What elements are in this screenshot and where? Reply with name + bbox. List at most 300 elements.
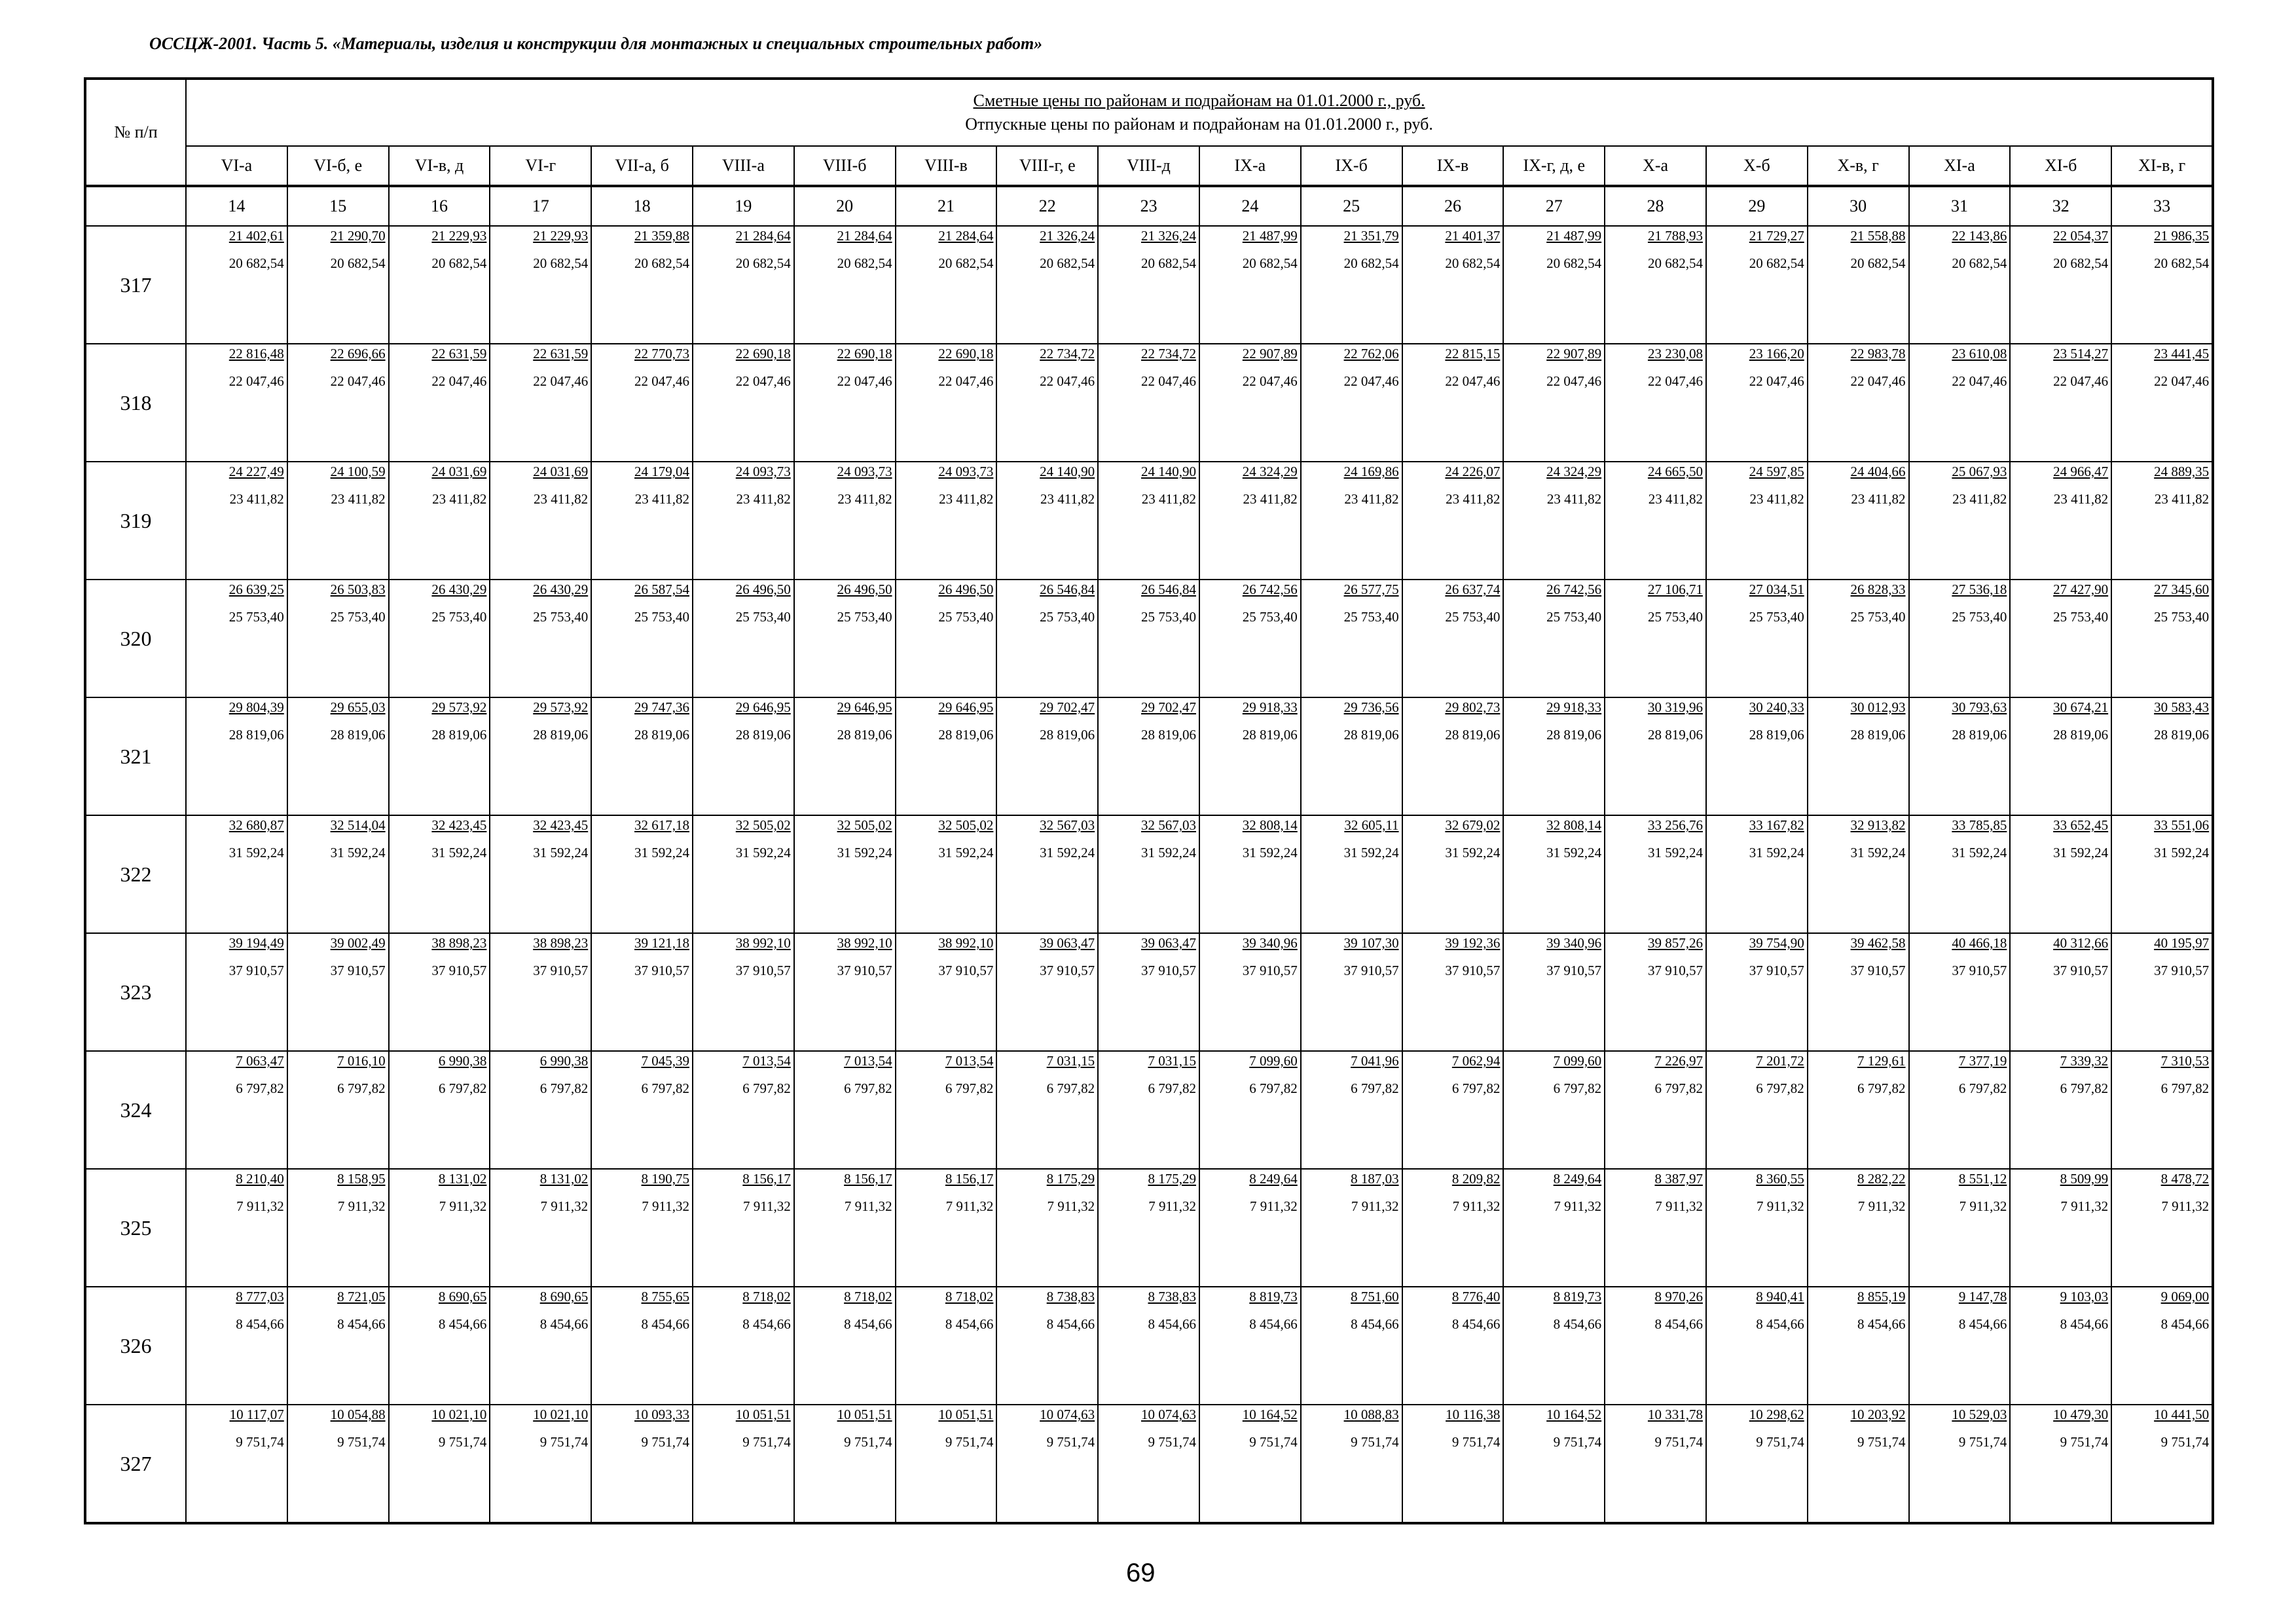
selling-price: 8 454,66 (236, 1316, 284, 1332)
selling-price: 6 797,82 (438, 1080, 487, 1096)
row-number: 318 (85, 344, 186, 462)
selling-price: 8 454,66 (1958, 1316, 2007, 1332)
selling-price: 31 592,24 (2154, 845, 2210, 860)
row-number: 325 (85, 1169, 186, 1287)
selling-price: 25 753,40 (1445, 609, 1501, 625)
estimated-price: 26 496,50 (735, 581, 791, 597)
price-cell (490, 1169, 591, 1287)
price-cell (794, 933, 896, 1051)
selling-price: 20 682,54 (1343, 255, 1399, 271)
selling-price: 22 047,46 (2154, 373, 2210, 389)
price-cell (1301, 1405, 1402, 1523)
column-number: 22 (996, 186, 1098, 226)
column-number: 17 (490, 186, 591, 226)
estimated-price: 8 131,02 (438, 1171, 487, 1187)
column-number: 33 (2111, 186, 2213, 226)
column-number-blank (85, 186, 186, 226)
estimated-price: 26 577,75 (1343, 581, 1399, 597)
estimated-price: 7 013,54 (945, 1053, 994, 1069)
price-cell (1098, 580, 1199, 697)
price-cell (693, 1405, 794, 1523)
estimated-price: 8 819,73 (1249, 1289, 1298, 1304)
estimated-price: 8 249,64 (1249, 1171, 1298, 1187)
row-number-header: № п/п (85, 79, 186, 186)
selling-price: 22 047,46 (837, 373, 892, 389)
selling-price: 7 911,32 (540, 1198, 589, 1214)
selling-price: 8 454,66 (742, 1316, 791, 1332)
selling-price: 23 411,82 (331, 491, 386, 507)
price-cell (287, 1287, 389, 1405)
estimated-price: 32 808,14 (1242, 817, 1298, 833)
estimated-price: 22 762,06 (1343, 346, 1399, 361)
price-cell (1706, 344, 1808, 462)
estimated-price: 26 546,84 (1140, 581, 1196, 597)
price-cell (1909, 933, 2011, 1051)
price-cell (693, 1287, 794, 1405)
price-cell (1909, 1051, 2011, 1169)
row-number: 319 (85, 462, 186, 580)
estimated-price: 40 466,18 (1952, 935, 2007, 951)
price-cell (186, 226, 287, 344)
price-cell (2010, 226, 2111, 344)
column-number: 18 (591, 186, 693, 226)
price-cell (1909, 815, 2011, 933)
selling-price: 6 797,82 (742, 1080, 791, 1096)
price-cell (2111, 815, 2213, 933)
price-cell (2111, 1405, 2213, 1523)
selling-price: 8 454,66 (1756, 1316, 1804, 1332)
estimated-price: 29 747,36 (634, 699, 689, 715)
selling-price: 20 682,54 (2154, 255, 2210, 271)
price-cell (389, 933, 490, 1051)
price-cell (996, 697, 1098, 815)
price-cell (1706, 1287, 1808, 1405)
price-cell (693, 697, 794, 815)
row-number: 327 (85, 1405, 186, 1523)
selling-price: 25 753,40 (1749, 609, 1804, 625)
price-cell (1909, 344, 2011, 462)
price-cell (1706, 1405, 1808, 1523)
selling-price: 25 753,40 (1546, 609, 1602, 625)
price-cell (389, 1051, 490, 1169)
selling-price: 23 411,82 (634, 491, 689, 507)
region-header: VIII-а (693, 146, 794, 186)
selling-price: 7 911,32 (743, 1198, 791, 1214)
column-number: 24 (1199, 186, 1301, 226)
price-cell (1098, 462, 1199, 580)
estimated-price: 10 298,62 (1749, 1407, 1804, 1422)
price-cell (1706, 580, 1808, 697)
selling-price: 23 411,82 (1952, 491, 2007, 507)
selling-price: 25 753,40 (1343, 609, 1399, 625)
price-cell (896, 580, 997, 697)
selling-price: 25 753,40 (1850, 609, 1906, 625)
price-cell (794, 226, 896, 344)
row-number: 317 (85, 226, 186, 344)
price-cell (1098, 344, 1199, 462)
column-number: 28 (1605, 186, 1706, 226)
selling-price: 9 751,74 (1654, 1434, 1703, 1450)
table-row (85, 1405, 2213, 1523)
estimated-price: 29 804,39 (228, 699, 284, 715)
selling-price: 6 797,82 (2160, 1080, 2210, 1096)
estimated-price: 24 665,50 (1647, 464, 1703, 479)
price-cell (2010, 462, 2111, 580)
selling-price: 28 819,06 (228, 727, 284, 743)
selling-price: 7 911,32 (1452, 1198, 1501, 1214)
price-cell (1605, 344, 1706, 462)
estimated-price: 8 210,40 (236, 1171, 284, 1187)
selling-price: 7 911,32 (642, 1198, 689, 1214)
price-cell (2111, 1287, 2213, 1405)
estimated-price: 22 690,18 (837, 346, 892, 361)
price-cell (896, 1169, 997, 1287)
price-cell (1605, 1169, 1706, 1287)
selling-price: 6 797,82 (1958, 1080, 2007, 1096)
selling-price: 8 454,66 (1857, 1316, 1906, 1332)
estimated-price: 24 179,04 (634, 464, 689, 479)
price-cell (186, 580, 287, 697)
price-cell (1808, 697, 1909, 815)
estimated-price: 26 503,83 (330, 581, 386, 597)
price-cell (794, 580, 896, 697)
price-cell (693, 226, 794, 344)
estimated-price: 6 990,38 (438, 1053, 487, 1069)
price-cell (1301, 815, 1402, 933)
estimated-price: 29 573,92 (533, 699, 589, 715)
page-number: 69 (1126, 1559, 1156, 1587)
price-table (84, 77, 2214, 1524)
estimated-price: 8 282,22 (1857, 1171, 1906, 1187)
selling-price: 6 797,82 (1553, 1080, 1602, 1096)
price-cell (389, 697, 490, 815)
estimated-price: 7 226,97 (1654, 1053, 1703, 1069)
column-number: 25 (1301, 186, 1402, 226)
price-cell (996, 580, 1098, 697)
selling-price: 6 797,82 (1351, 1080, 1399, 1096)
price-cell (591, 1051, 693, 1169)
selling-price: 7 911,32 (236, 1198, 284, 1214)
selling-price: 9 751,74 (337, 1434, 386, 1450)
price-cell (1402, 815, 1504, 933)
price-cell (2111, 580, 2213, 697)
selling-price: 20 682,54 (634, 255, 689, 271)
selling-price: 20 682,54 (1040, 255, 1095, 271)
estimated-price: 21 229,93 (431, 228, 487, 244)
estimated-price: 39 754,90 (1749, 935, 1804, 951)
region-header: VI-б, е (287, 146, 389, 186)
estimated-price: 22 816,48 (228, 346, 284, 361)
selling-price: 22 047,46 (1140, 373, 1196, 389)
selling-price: 8 454,66 (2160, 1316, 2210, 1332)
estimated-price: 22 907,89 (1242, 346, 1298, 361)
estimated-price: 10 203,92 (1850, 1407, 1906, 1422)
region-header: VI-г (490, 146, 591, 186)
price-cell (490, 815, 591, 933)
selling-price: 22 047,46 (228, 373, 284, 389)
price-cell (1301, 1169, 1402, 1287)
selling-price: 31 592,24 (938, 845, 994, 860)
price-cell (794, 462, 896, 580)
selling-price: 28 819,06 (330, 727, 386, 743)
estimated-price: 22 631,59 (533, 346, 589, 361)
selling-price: 6 797,82 (945, 1080, 994, 1096)
price-cell (389, 1287, 490, 1405)
selling-price: 37 910,57 (1952, 963, 2007, 978)
region-header: VIII-б (794, 146, 896, 186)
estimated-price: 32 505,02 (938, 817, 994, 833)
estimated-price: 24 227,49 (228, 464, 284, 479)
estimated-price: 10 441,50 (2154, 1407, 2210, 1422)
estimated-price: 7 013,54 (844, 1053, 892, 1069)
estimated-price: 32 913,82 (1850, 817, 1906, 833)
estimated-price: 29 736,56 (1343, 699, 1399, 715)
selling-price: 23 411,82 (1344, 491, 1399, 507)
estimated-price: 32 605,11 (1344, 817, 1399, 833)
price-cell (996, 815, 1098, 933)
selling-price: 31 592,24 (2053, 845, 2109, 860)
price-cell (1808, 226, 1909, 344)
price-cell (1808, 344, 1909, 462)
estimated-price: 21 487,99 (1546, 228, 1602, 244)
selling-price: 22 047,46 (1546, 373, 1602, 389)
region-header: IX-г, д, е (1503, 146, 1605, 186)
estimated-price: 39 107,30 (1343, 935, 1399, 951)
selling-price: 25 753,40 (1242, 609, 1298, 625)
selling-price: 28 819,06 (634, 727, 689, 743)
selling-price: 8 454,66 (539, 1316, 589, 1332)
price-cell (591, 1287, 693, 1405)
estimated-price: 32 505,02 (837, 817, 892, 833)
selling-price: 20 682,54 (1546, 255, 1602, 271)
estimated-price: 10 529,03 (1952, 1407, 2007, 1422)
price-cell (1503, 815, 1605, 933)
estimated-price: 10 088,83 (1343, 1407, 1399, 1422)
selling-price: 20 682,54 (431, 255, 487, 271)
price-cell (1503, 1405, 1605, 1523)
selling-price: 22 047,46 (1850, 373, 1906, 389)
selling-price: 7 911,32 (1148, 1198, 1196, 1214)
column-number: 27 (1503, 186, 1605, 226)
estimated-price: 24 226,07 (1445, 464, 1501, 479)
estimated-price: 7 339,32 (2060, 1053, 2109, 1069)
price-cell (1503, 933, 1605, 1051)
price-cell (1098, 1051, 1199, 1169)
selling-price: 22 047,46 (431, 373, 487, 389)
estimated-price: 22 770,73 (634, 346, 689, 361)
selling-price: 31 592,24 (634, 845, 689, 860)
column-number: 14 (186, 186, 287, 226)
selling-price: 8 454,66 (1249, 1316, 1298, 1332)
price-cell (1301, 1051, 1402, 1169)
price-cell (1402, 462, 1504, 580)
estimated-price: 29 702,47 (1140, 699, 1196, 715)
price-cell (693, 344, 794, 462)
price-cell (1808, 1169, 1909, 1287)
column-number: 16 (389, 186, 490, 226)
estimated-price: 39 063,47 (1140, 935, 1196, 951)
selling-price: 9 751,74 (2160, 1434, 2210, 1450)
selling-price: 37 910,57 (1343, 963, 1399, 978)
selling-price: 31 592,24 (533, 845, 589, 860)
price-cell (1808, 580, 1909, 697)
selling-price: 7 911,32 (1351, 1198, 1399, 1214)
selling-price: 25 753,40 (1040, 609, 1095, 625)
price-cell (389, 344, 490, 462)
selling-price: 22 047,46 (735, 373, 791, 389)
price-cell (1909, 462, 2011, 580)
price-cell (1199, 933, 1301, 1051)
selling-price: 8 454,66 (641, 1316, 689, 1332)
selling-price: 37 910,57 (1242, 963, 1298, 978)
selling-price: 22 047,46 (1749, 373, 1804, 389)
price-cell (1706, 1169, 1808, 1287)
price-cell (1808, 1051, 1909, 1169)
price-cell (1098, 1169, 1199, 1287)
selling-price: 23 411,82 (432, 491, 487, 507)
estimated-price: 22 734,72 (1040, 346, 1095, 361)
estimated-price: 38 992,10 (735, 935, 791, 951)
price-cell (186, 815, 287, 933)
price-cell (1909, 226, 2011, 344)
column-number: 32 (2010, 186, 2111, 226)
estimated-price: 8 819,73 (1553, 1289, 1602, 1304)
selling-price: 7 911,32 (1655, 1198, 1703, 1214)
price-cell (591, 226, 693, 344)
price-cell (1605, 1405, 1706, 1523)
selling-price: 37 910,57 (330, 963, 386, 978)
estimated-price: 8 175,29 (1148, 1171, 1196, 1187)
estimated-price: 10 479,30 (2053, 1407, 2109, 1422)
selling-price: 25 753,40 (634, 609, 689, 625)
selling-price: 23 411,82 (837, 491, 892, 507)
table-row (85, 697, 2213, 815)
estimated-price: 8 187,03 (1351, 1171, 1399, 1187)
region-header: VIII-в (896, 146, 997, 186)
selling-price: 28 819,06 (1749, 727, 1804, 743)
estimated-price: 21 558,88 (1850, 228, 1906, 244)
estimated-price: 7 031,15 (1148, 1053, 1196, 1069)
estimated-price: 22 143,86 (1952, 228, 2007, 244)
price-cell (287, 1051, 389, 1169)
estimated-price: 27 427,90 (2053, 581, 2109, 597)
selling-price: 6 797,82 (1857, 1080, 1906, 1096)
estimated-price: 7 099,60 (1553, 1053, 1602, 1069)
price-cell (2010, 815, 2111, 933)
selling-price: 23 411,82 (1243, 491, 1298, 507)
estimated-price: 24 324,29 (1546, 464, 1602, 479)
estimated-price: 24 404,66 (1850, 464, 1906, 479)
selling-price: 23 411,82 (2053, 491, 2109, 507)
region-header: X-а (1605, 146, 1706, 186)
row-number: 324 (85, 1051, 186, 1169)
estimated-price: 10 051,51 (837, 1407, 892, 1422)
estimated-price: 30 240,33 (1749, 699, 1804, 715)
estimated-price: 10 074,63 (1040, 1407, 1095, 1422)
estimated-price: 33 167,82 (1749, 817, 1804, 833)
price-cell (287, 815, 389, 933)
selling-price: 7 911,32 (1554, 1198, 1602, 1214)
selling-price: 8 454,66 (1451, 1316, 1501, 1332)
selling-price: 37 910,57 (634, 963, 689, 978)
estimated-price: 30 319,96 (1647, 699, 1703, 715)
price-cell (1909, 697, 2011, 815)
estimated-price: 21 788,93 (1647, 228, 1703, 244)
column-number: 15 (287, 186, 389, 226)
selling-price: 9 751,74 (945, 1434, 994, 1450)
selling-price: 23 411,82 (1546, 491, 1602, 507)
estimated-price: 10 054,88 (330, 1407, 386, 1422)
selling-price: 8 454,66 (2060, 1316, 2109, 1332)
estimated-price: 8 156,17 (945, 1171, 994, 1187)
price-cell (1402, 697, 1504, 815)
selling-price: 28 819,06 (1647, 727, 1703, 743)
price-cell (1503, 580, 1605, 697)
selling-price: 28 819,06 (2154, 727, 2210, 743)
estimated-price: 33 785,85 (1952, 817, 2007, 833)
estimated-price: 10 331,78 (1647, 1407, 1703, 1422)
price-cell (186, 1405, 287, 1523)
price-cell (1199, 462, 1301, 580)
price-cell (1199, 1051, 1301, 1169)
estimated-price: 30 583,43 (2154, 699, 2210, 715)
selling-price: 28 819,06 (938, 727, 994, 743)
price-cell (1098, 1287, 1199, 1405)
price-cell (1808, 462, 1909, 580)
estimated-price: 24 966,47 (2053, 464, 2109, 479)
estimated-price: 8 190,75 (641, 1171, 689, 1187)
estimated-price: 29 918,33 (1546, 699, 1602, 715)
selling-price: 28 819,06 (1242, 727, 1298, 743)
price-cell (693, 580, 794, 697)
selling-price: 25 753,40 (533, 609, 589, 625)
estimated-price: 10 021,10 (431, 1407, 487, 1422)
price-cell (693, 1051, 794, 1169)
estimated-price: 26 639,25 (228, 581, 284, 597)
selling-price: 22 047,46 (1445, 373, 1501, 389)
region-header: VI-в, д (389, 146, 490, 186)
estimated-price: 8 158,95 (337, 1171, 386, 1187)
estimated-price: 33 652,45 (2053, 817, 2109, 833)
selling-price: 6 797,82 (1654, 1080, 1703, 1096)
table-row (85, 226, 2213, 344)
selling-price: 9 751,74 (438, 1434, 487, 1450)
price-cell (287, 1405, 389, 1523)
price-cell (996, 462, 1098, 580)
column-number: 20 (794, 186, 896, 226)
price-cell (287, 1169, 389, 1287)
region-header: IX-в (1402, 146, 1504, 186)
selling-price: 31 592,24 (1546, 845, 1602, 860)
selling-price: 25 753,40 (2154, 609, 2210, 625)
estimated-price: 7 377,19 (1958, 1053, 2007, 1069)
estimated-price: 29 918,33 (1242, 699, 1298, 715)
selling-price: 37 910,57 (1040, 963, 1095, 978)
price-cell (1706, 697, 1808, 815)
price-cell (1402, 344, 1504, 462)
selling-price: 28 819,06 (735, 727, 791, 743)
selling-price: 31 592,24 (1242, 845, 1298, 860)
estimated-price: 8 156,17 (844, 1171, 892, 1187)
selling-price: 9 751,74 (641, 1434, 689, 1450)
price-cell (1706, 462, 1808, 580)
selling-price: 9 751,74 (539, 1434, 589, 1450)
price-cell (287, 462, 389, 580)
selling-price: 7 911,32 (1757, 1198, 1804, 1214)
selling-price: 6 797,82 (844, 1080, 892, 1096)
selling-price: 7 911,32 (945, 1198, 994, 1214)
selling-price: 25 753,40 (837, 609, 892, 625)
